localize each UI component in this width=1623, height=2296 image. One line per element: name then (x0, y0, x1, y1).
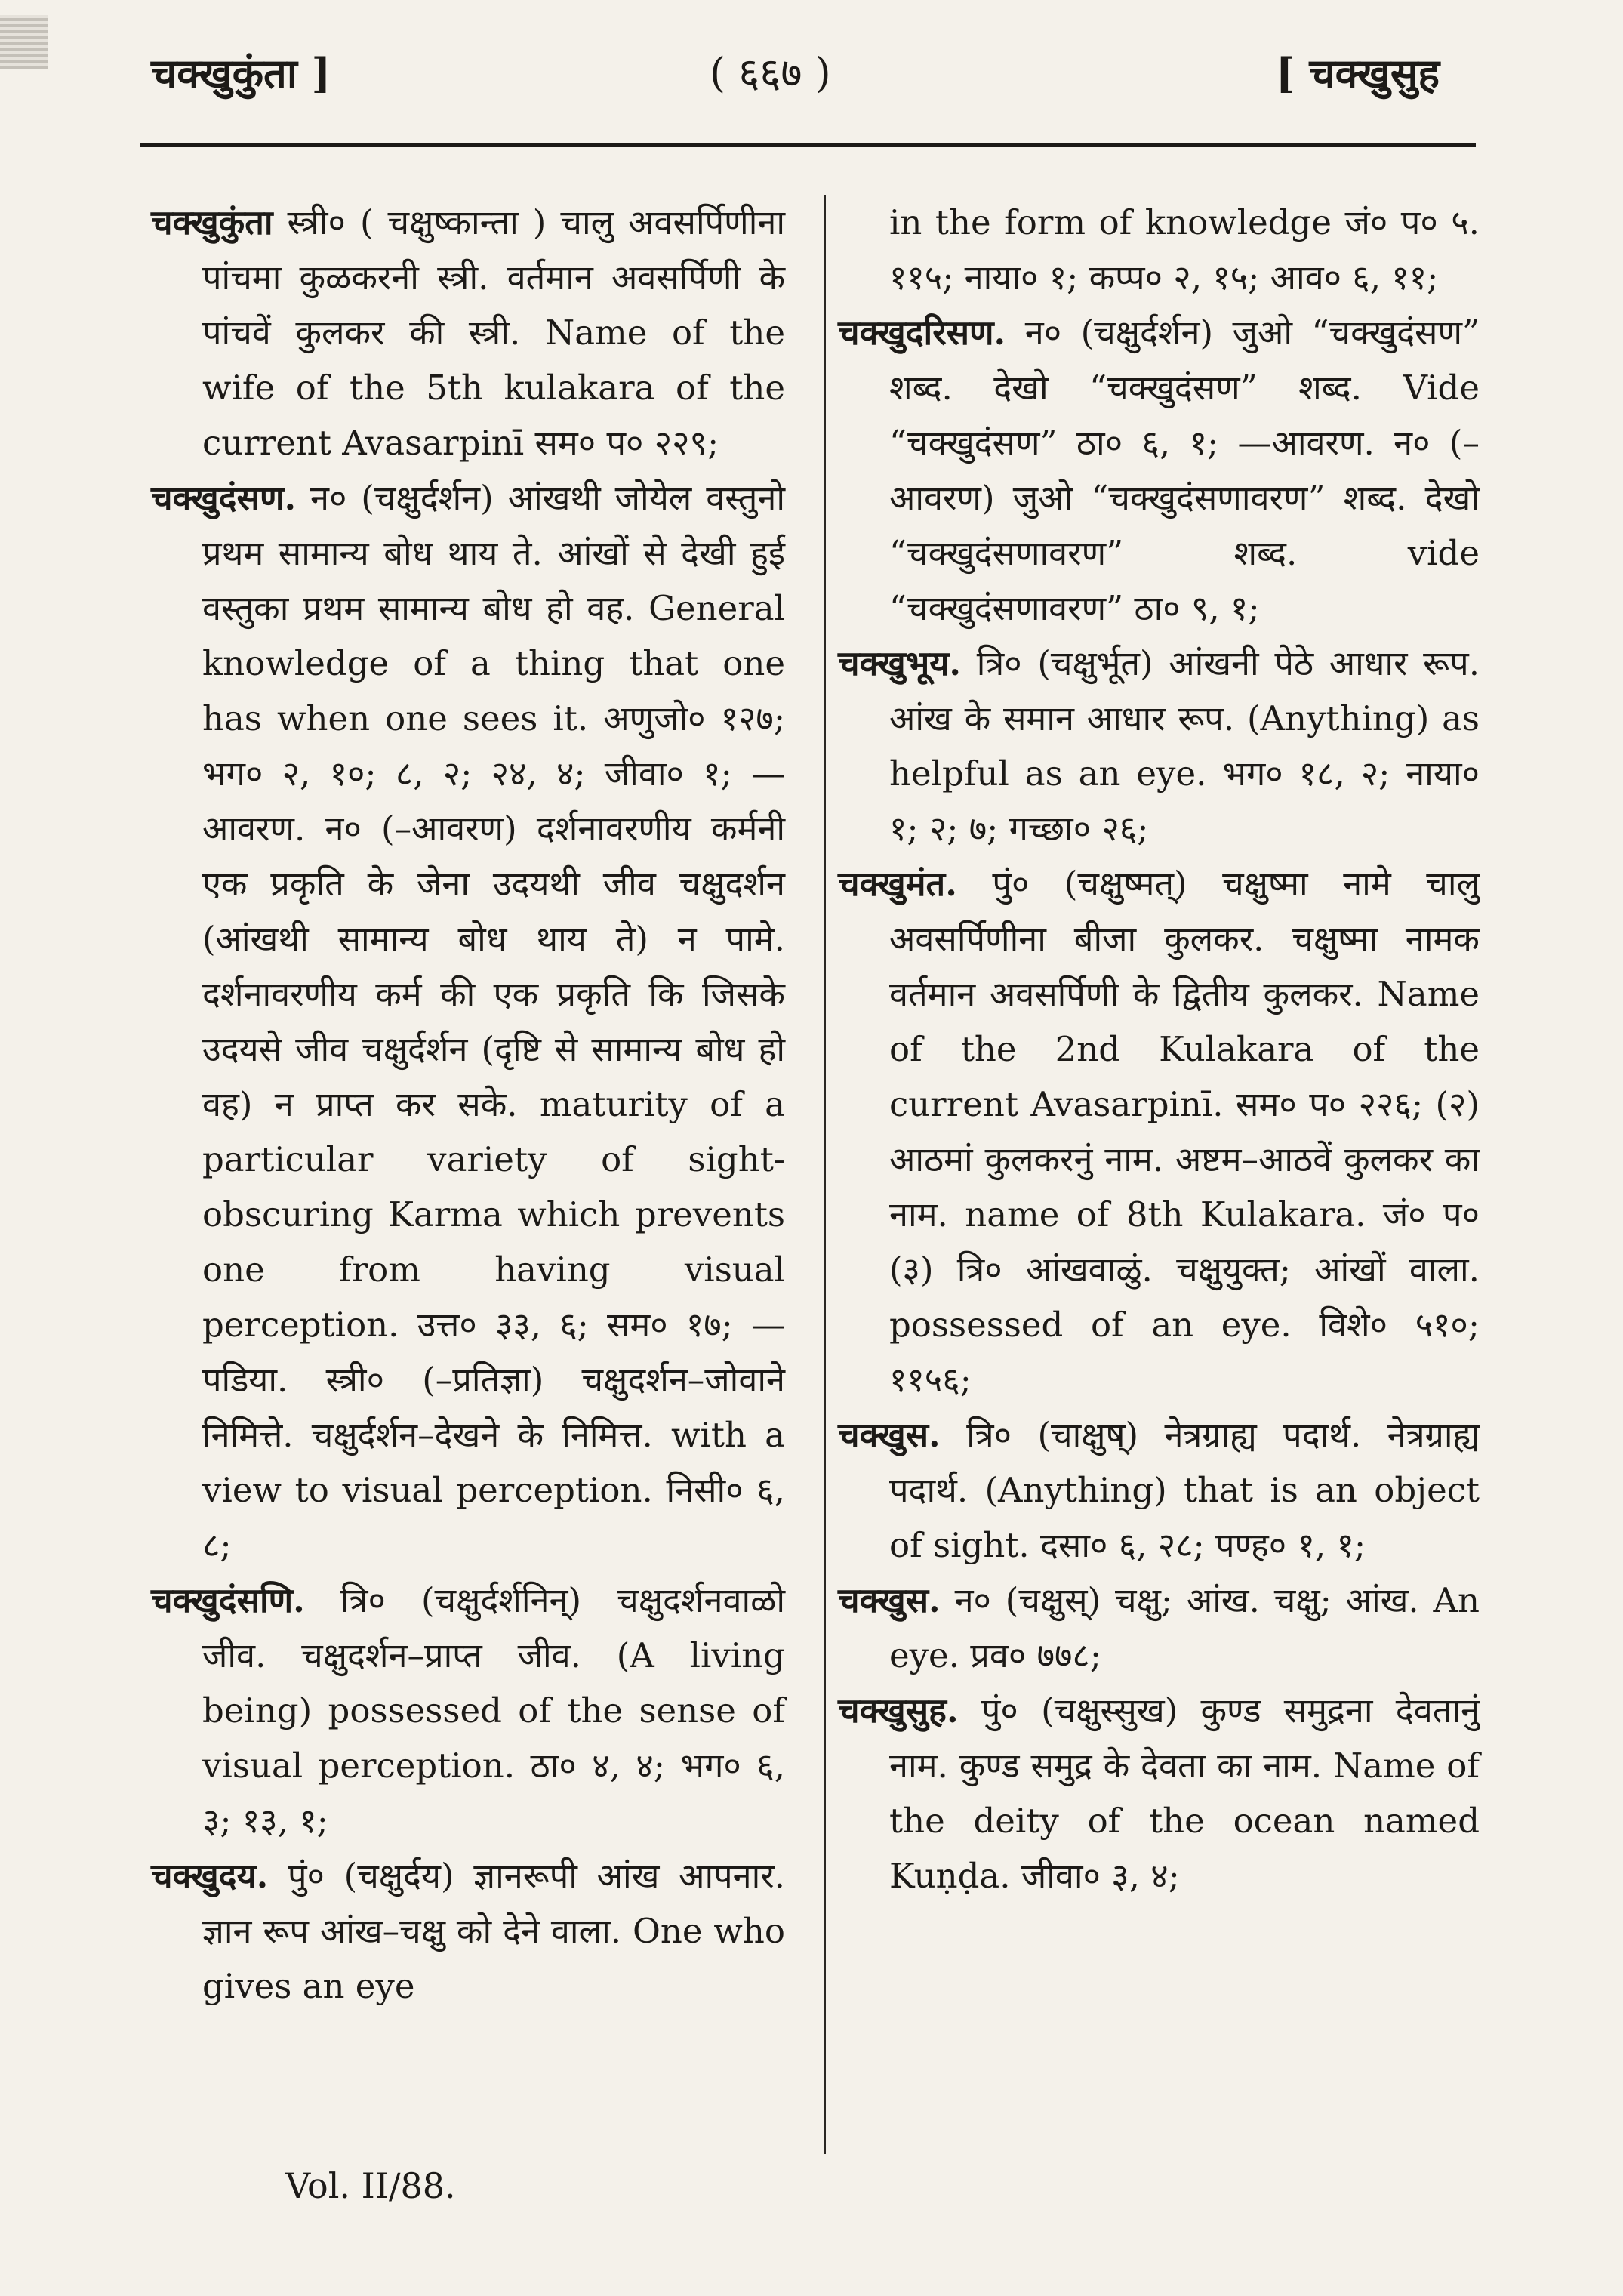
entry-text: पुं० (चक्षुष्मत्) चक्षुष्मा नामे चालु अवसर्पिणीना बीजा कुलकर. चक्षुष्मा नामक वर्तमान अवसर्पिणी के द्वितीय कुलकर. Name of the 2nd Kulakara of the current Avasarpinī. सम० प० २२६; (२) आठमां कुलकरनुं नाम. अष्टम–आठवें कुलकर का नाम. name of 8th Kulakara. जं० प० (३) त्रि० आंखवाळुं. चक्षुयुक्त; आंखों वाला. possessed of an eye. विशे० ५१०; ११५६; (889, 864, 1480, 1400)
entry-headword: चक्खुकुंता (151, 202, 273, 242)
dictionary-entry (838, 1407, 1480, 1573)
entry-text: स्त्री० ( चक्षुष्कान्ता ) चालु अवसर्पिणीना पांचमा कुळकरनी स्त्री. वर्तमान अवसर्पिणी के पांचवें कुलकर की स्त्री. Name of the wife of the 5th kulakara of the current Avasarpinī सम० प० २२९; (202, 202, 785, 463)
entry-text: न० (चक्षुस्) चक्षु; आंख. चक्षु; आंख. An eye. प्रव० ७७८; (889, 1580, 1480, 1675)
entry-text: न० (चक्षुर्दर्शन) आंखथी जोयेल वस्तुनो प्रथम सामान्य बोध थाय ते. आंखों से देखी हुई वस्तुका प्रथम सामान्य बोध हो वह. General knowledge of a thing that one has when one sees it. अणुजो० १२७; भग० २, १०; ८, २; २४, ४; जीवा० १; —आवरण. न० (–आवरण) दर्शनावरणीय कर्मनी एक प्रकृति के जेना उदयथी जीव चक्षुदर्शन (आंखथी सामान्य बोध थाय ते) न पामे. दर्शनावरणीय कर्म की एक प्रकृति कि जिसके उदयसे जीव चक्षुर्दर्शन (दृष्टि से सामान्य बोध हो वह) न प्राप्त कर सके. maturity of a particular variety of sight-obscuring Karma which prevents one from having visual perception. उत्त० ३३, ६; सम० १७; —पडिया. स्त्री० (–प्रतिज्ञा) चक्षुदर्शन–जोवाने निमित्ते. चक्षुर्दर्शन–देखने के निमित्त. with a view to visual perception. निसी० ६, ८; (202, 478, 785, 1565)
running-head-left: चक्खुकुंता ] (151, 49, 331, 97)
running-head-right: [ चक्खुसुह (1276, 49, 1440, 97)
dictionary-entry (838, 1573, 1480, 1683)
entry-headword: चक्खुदंसण. (151, 478, 297, 518)
entry-headword: चक्खुदंसणि. (151, 1580, 305, 1620)
entry-headword: चक्खुमंत. (838, 864, 957, 904)
dictionary-entry (838, 636, 1480, 856)
header-rule (140, 143, 1476, 147)
entry-text: त्रि० (चक्षुर्दर्शनिन्) चक्षुदर्शनवाळो जीव. चक्षुदर्शन–प्राप्त जीव. (A living being) possessed of the sense of visual perception. ठा० ४, ४; भग० ६, ३; १३, १; (202, 1580, 785, 1841)
scan-edge-mark (0, 15, 48, 69)
left-column (151, 195, 785, 2014)
entry-headword: चक्खुस. (838, 1415, 941, 1455)
volume-footer: Vol. II/88. (285, 2165, 456, 2206)
dictionary-entry (838, 305, 1480, 636)
entry-text: in the form of knowledge जं० प० ५. ११५; नाया० १; कप्प० २, १५; आव० ६, ११; (889, 202, 1480, 297)
dictionary-entry (151, 1573, 785, 1848)
entry-headword: चक्खुदरिसण. (838, 313, 1006, 353)
entry-headword: चक्खुदय. (151, 1856, 269, 1896)
right-column (838, 195, 1480, 1903)
entry-text: त्रि० (चाक्षुष्) नेत्रग्राह्य पदार्थ. नेत्रग्राह्य पदार्थ. (Anything) that is an object of sight. दसा० ६, २८; पण्ह० १, १; (889, 1415, 1480, 1565)
page-number: ( ६६७ ) (710, 49, 831, 97)
entry-headword: चक्खुस. (838, 1580, 941, 1620)
entry-headword: चक्खुसुह. (838, 1690, 959, 1730)
entry-headword: चक्खुभूय. (838, 643, 962, 683)
column-divider (824, 195, 826, 2154)
entry-text: न० (चक्षुर्दर्शन) जुओ “चक्खुदंसण” शब्द. देखो “चक्खुदंसण” शब्द. Vide “चक्खुदंसण” ठा० ६, १; —आवरण. न० (–आवरण) जुओ “चक्खुदंसणावरण” शब्द. देखो “चक्खुदंसणावरण” शब्द. vide “चक्खुदंसणावरण” ठा० ९, १; (889, 313, 1480, 628)
dictionary-entry (151, 195, 785, 470)
dictionary-entry (151, 470, 785, 1573)
dictionary-entry (838, 856, 1480, 1407)
dictionary-entry (838, 1683, 1480, 1903)
entry-text: पुं० (चक्षुस्सुख) कुण्ड समुद्रना देवतानुं नाम. कुण्ड समुद्र के देवता का नाम. Name of the deity of the ocean named Kuṇḍa. जीवा० ३, ४; (889, 1690, 1480, 1896)
entry-continuation (838, 195, 1480, 305)
entry-text: त्रि० (चक्षुर्भूत) आंखनी पेठे आधार रूप. आंख के समान आधार रूप. (Anything) as helpful as an eye. भग० १८, २; नाया० १; २; ७; गच्छा० २६; (889, 643, 1480, 849)
dictionary-entry (151, 1848, 785, 2014)
entry-text: पुं० (चक्षुर्दय) ज्ञानरूपी आंख आपनार. ज्ञान रूप आंख–चक्षु को देने वाला. One who gives an eye (202, 1856, 785, 2006)
